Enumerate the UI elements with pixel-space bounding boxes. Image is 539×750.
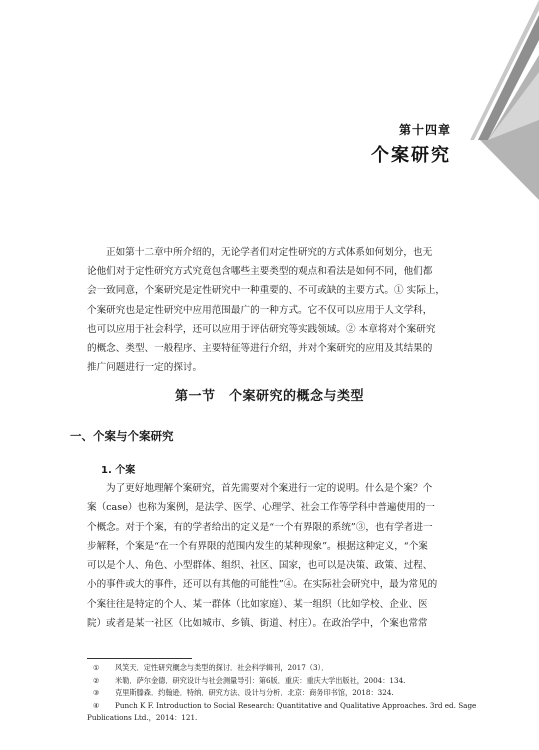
footnote-mark: ③ bbox=[93, 688, 100, 698]
footnote-text: 米勒．萨尔金德．研究设计与社会测量导引：第6版．重庆：重庆大学出版社，2004：134. bbox=[115, 675, 406, 685]
footnote-mark: ② bbox=[93, 675, 100, 685]
footnote-rule bbox=[87, 658, 192, 659]
intro-line: 论他们对于定性研究方式究竟包含哪些主要类型的观点和看法是如何不同，他们都 bbox=[87, 266, 433, 278]
footnote-text: 风笑天．定性研究概念与类型的探讨．社会科学辑刊，2017（3）． bbox=[115, 663, 329, 672]
intro-line: 推广问题进行一定的探讨。 bbox=[87, 362, 203, 374]
footnotes bbox=[87, 662, 477, 725]
intro-line: 会一致同意，个案研究是定性研究中一种重要的、不可或缺的主要方式。① 实际上， bbox=[87, 285, 446, 297]
heading-level-1: 一、个案与个案研究 bbox=[70, 429, 174, 443]
intro-line: 正如第十二章中所介绍的，无论学者们对定性研究的方式体系如何划分，也无 bbox=[106, 247, 433, 258]
intro-line: 个案研究也是定性研究中应用范围最广的一种方式。它不仅可以应用于人文学科， bbox=[87, 304, 433, 316]
body-line: 为了更好地理解个案研究，首先需要对个案进行一定的说明。什么是个案？个 bbox=[106, 483, 433, 494]
chapter-corner-decoration bbox=[0, 0, 539, 200]
footnote-mark: ④ bbox=[93, 700, 100, 710]
intro-line: 也可以应用于社会科学，还可以应用于评估研究等实践领域。② 本章将对个案研究 bbox=[87, 323, 436, 335]
body-line: 个案往往是特定的个人、某一群体（比如家庭）、某一组织（比如学校、企业、医 bbox=[87, 598, 428, 610]
footnote bbox=[87, 687, 477, 700]
body-line: 案（case）也称为案例，是法学、医学、心理学、社会工作等学科中普遍使用的一 bbox=[87, 502, 435, 514]
intro-paragraph bbox=[87, 243, 467, 377]
footnote bbox=[87, 675, 477, 688]
heading-level-2: 1. 个案 bbox=[101, 465, 136, 476]
chapter-title: 个案研究 bbox=[371, 145, 451, 166]
chapter-number: 第十四章 bbox=[398, 123, 451, 137]
body-line: 院）或者是某一社区（比如城市、乡镇、街道、村庄）。在政治学中，个案也常常 bbox=[87, 618, 428, 630]
body-line: 可以是个人、角色、小型群体、组织、社区、国家，也可以是决策、政策、过程、 bbox=[87, 560, 433, 572]
body-line: 个概念。对于个案，有的学者给出的定义是“一个有界限的系统”③，也有学者进一 bbox=[87, 521, 433, 533]
body-paragraph bbox=[87, 479, 467, 633]
footnote-text: Punch K F. Introduction to Social Research: Quantitative and Qualitative Approaches. 3rd ed. Sage bbox=[115, 700, 477, 710]
footnote-text: 克里斯滕森．约翰逊．特纳．研究方法、设计与分析．北京：商务印书馆，2018：324. bbox=[115, 688, 394, 698]
footnote-continuation: Publications Ltd.，2014：121. bbox=[87, 713, 198, 723]
body-line: 步解释，个案是“在一个有界限的范围内发生的某种现象”。根据这种定义，“个案 bbox=[87, 540, 428, 552]
intro-line: 的概念、类型、一般程序、主要特征等进行介绍，并对个案研究的应用及其结果的 bbox=[87, 342, 433, 354]
footnote bbox=[87, 700, 477, 713]
footnote bbox=[87, 662, 477, 675]
footnote-mark: ① bbox=[93, 663, 100, 672]
body-line: 小的事件或大的事件，还可以有其他的可能性”④。在实际社会研究中，最为常见的 bbox=[87, 579, 438, 591]
section-title: 第一节 个案研究的概念与类型 bbox=[174, 389, 364, 404]
